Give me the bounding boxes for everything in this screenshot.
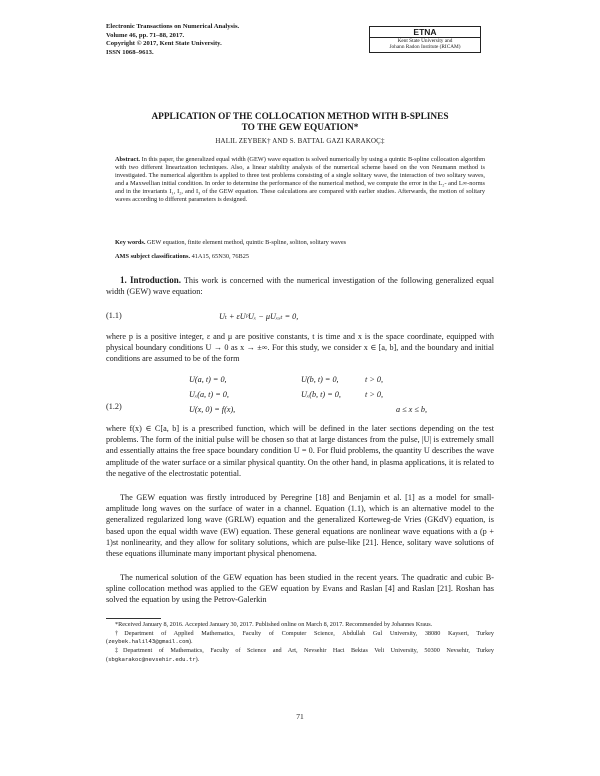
footnote-received: *Received January 8, 2016. Accepted January 30, 2017. Published online on March 8, 2017. Recommended by Johannes Kraus. (115, 621, 433, 628)
equation-cell: Uₓ(a, t) = 0, (189, 390, 229, 399)
footnote-text: ). (188, 638, 193, 646)
equation-cell: Uₓ(b, t) = 0, (301, 390, 341, 399)
equation-cell: a ≤ x ≤ b, (396, 405, 428, 414)
journal-issn: ISSN 1068–9613. (106, 48, 154, 56)
equation-cell: t > 0, (365, 390, 384, 399)
equation-1-1 (106, 311, 494, 323)
keywords-text: GEW equation, finite element method, quintic B-spline, soliton, solitary waves (145, 239, 347, 246)
equation-cell: U(b, t) = 0, (301, 375, 339, 384)
footnotes (106, 621, 494, 665)
etna-line-2: Johann Radon Institute (RICAM) (389, 44, 461, 51)
intro-text-1: This work is concerned with the numerical investigation of the following generalized equal width (GEW) wave equation: (106, 276, 494, 297)
email-link[interactable]: sbgkarakoc@nevsehir.edu.tr (108, 656, 196, 663)
etna-title: ETNA (370, 27, 480, 38)
footnote-rule (106, 618, 161, 619)
ams-text: 41A15, 65N30, 76B25 (190, 253, 249, 260)
equation-1-2-number (106, 402, 494, 414)
abstract (115, 156, 485, 204)
footnote-text: ‡Department of Mathematics, Faculty of Science and Art, Nevsehir Haci Bektas Veli University, 50300 Nevsehir, Turkey ( (106, 647, 494, 663)
page-number: 71 (296, 712, 304, 721)
intro-text-2: where p is a positive integer, ε and μ are positive constants, t is time and x is the space coordinate, equipped with physical boundary conditions U → 0 as x → ±∞. For this study, we consider x ∈ [a, b], and the boundary and initial conditions are assumed to be of the form (106, 332, 494, 364)
footnote-author-1 (106, 630, 494, 647)
equation-body: Uₜ + εUᵖUₓ − μUₓₓₜ = 0, (219, 312, 299, 321)
abstract-text: In this paper, the generalized equal width (GEW) wave equation is solved numerically by using a quintic B-spline collocation algorithm with two different linearization techniques. Also, a linear stability analysis of the numerical scheme based on the von Neumann method is investigated. The numerical algorithm is applied to three test problems consisting of a single solitary wave, the interaction of two solitary waves, and a Maxwellian initial condition. In order to determine the performance of the numerical method, we compute the error in the L₂- and L∞-norms and in the invariants I₁, I₂, and I₃ of the GEW equation. These calculations are compared with earlier studies. Afterwards, the motion of solitary waves according to different parameters is designed. (115, 156, 485, 203)
intro-paragraph-1 (106, 275, 494, 297)
equation-number: (1.2) (106, 402, 122, 411)
keywords-label: Key words. (115, 239, 146, 246)
intro-text-5: The numerical solution of the GEW equation has been studied in the recent years. The quadratic and cubic B-spline collocation method was applied to the GEW equation by Evans and Raslan [4] and Raslan [21]. Roshan has solved the equation by using the Petrov-Galerkin (106, 573, 494, 605)
intro-paragraph-3 (106, 423, 494, 479)
footnote-text: ). (195, 655, 200, 663)
intro-text-3: where f(x) ∈ C[a, b] is a prescribed function, which will be defined in the later sections depending on the test problems. The form of the initial pulse will be chosen so that at large distances from the pulse, |U| is extremely small and essentially attains the free space boundary condition U = 0. For fluid problems, the quantity U describes the wave amplitude of the water surface or a similar physical quantity. On the other hand, in plasma applications, it is related to the negative of the electrostatic potential. (106, 424, 494, 478)
email-link[interactable]: zeybek.halil43@gmail.com (108, 639, 189, 646)
intro-text-4: The GEW equation was firstly introduced by Peregrine [18] and Benjamin et al. [1] as a model for small-amplitude long waves on the surface of water in a channel. Equation (1.1), which is an alternative model to the generalized regularized long wave (GRLW) equation and the generalized Korteweg-de Vries (GKdV) equation, is based upon the equal width wave (EW) equation. These general equations are nonlinear wave equations with a (p + 1)st nonlinearity, and they allow for solitary solutions, which are pulse-like [21]. Hence, solitary wave solutions of these equations illuminate many important physical phenomena. (106, 493, 494, 559)
intro-paragraph-2 (106, 331, 494, 365)
equation-cell: t > 0, (365, 375, 384, 384)
title-line-2: TO THE GEW EQUATION* (241, 123, 359, 133)
intro-paragraph-4 (106, 492, 494, 559)
section-heading: 1. Introduction. (120, 275, 182, 285)
ams-label: AMS subject classifications. (115, 253, 191, 260)
ams-classification (115, 253, 485, 261)
journal-volume: Volume 46, pp. 71–88, 2017. (106, 31, 185, 39)
journal-copyright: Copyright © 2017, Kent State University. (106, 40, 222, 48)
journal-name: Electronic Transactions on Numerical Analysis. (106, 23, 240, 30)
title-line-1: APPLICATION OF THE COLLOCATION METHOD WITH B-SPLINES (151, 112, 449, 122)
keywords (115, 239, 485, 247)
equation-cell: U(a, t) = 0, (189, 375, 227, 384)
intro-paragraph-5 (106, 572, 494, 606)
equation-number: (1.1) (106, 311, 122, 320)
authors: HALIL ZEYBEK† AND S. BATTAL GAZI KARAKOÇ‡ (215, 138, 385, 145)
abstract-label: Abstract. (115, 156, 141, 163)
paper-title (106, 112, 494, 134)
footnote-text: †Department of Applied Mathematics, Faculty of Computer Science, Abdullah Gul University, 38080 Kayseri, Turkey ( (106, 629, 494, 646)
equation-cell: U(x, 0) = f(x), (189, 405, 236, 414)
etna-logo-box (369, 26, 481, 53)
etna-line-1: Kent State University and (397, 38, 453, 44)
journal-info (106, 23, 239, 57)
footnote-author-2 (106, 647, 494, 664)
